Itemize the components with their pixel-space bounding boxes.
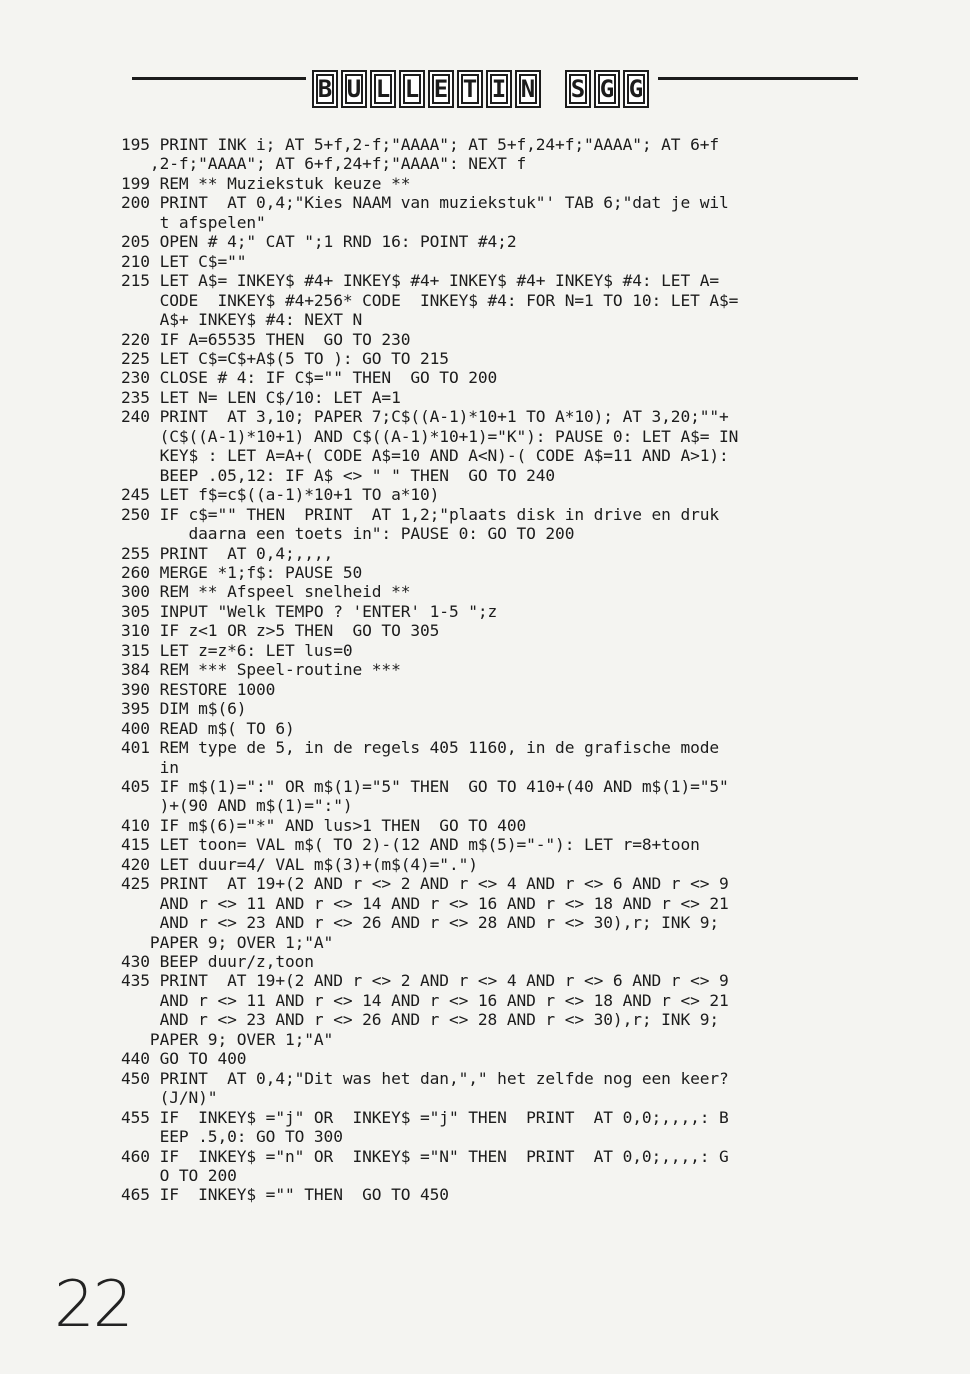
code-line: 210 LET C$="" [121,251,247,271]
code-line: 415 LET toon= VAL m$( TO 2)-(12 AND m$(5)="-"): LET r=8+toon [121,835,700,855]
code-line: 199 REM ** Muziekstuk keuze ** [121,173,411,193]
code-line: 205 OPEN # 4;" CAT ";1 RND 16: POINT #4;2 [121,232,517,252]
code-line: 405 IF m$(1)=":" OR m$(1)="5" THEN GO TO 410+(40 AND m$(1)="5" [121,776,729,796]
code-line: 235 LET N= LEN C$/10: LET A=1 [121,387,401,407]
code-line: ,2-f;"AAAA"; AT 6+f,24+f;"AAAA": NEXT f [121,154,527,174]
header-title [312,70,649,116]
code-line: CODE INKEY$ #4+256* CODE INKEY$ #4: FOR N=1 TO 10: LET A$= [121,290,739,310]
code-line: 425 PRINT AT 19+(2 AND r <> 2 AND r <> 4 AND r <> 6 AND r <> 9 [121,874,729,894]
title-letter-tile: L [399,70,425,108]
title-word-bulletin [312,70,541,108]
title-letter-tile: G [623,70,649,108]
code-line: daarna een toets in": PAUSE 0: GO TO 200 [121,524,575,544]
title-letter-tile: N [515,70,541,108]
page-number: 22 [54,1268,132,1342]
code-line: 310 IF z<1 OR z>5 THEN GO TO 305 [121,621,440,641]
code-line: 430 BEEP duur/z,toon [121,952,314,972]
title-letter-tile: U [341,70,367,108]
code-line: 401 REM type de 5, in de regels 405 1160, in de grafische mode [121,738,720,758]
code-line: 395 DIM m$(6) [121,699,247,719]
code-line: 300 REM ** Afspeel snelheid ** [121,582,411,602]
title-letter-tile: G [594,70,620,108]
code-line: PAPER 9; OVER 1;"A" [121,932,334,952]
code-line: 250 IF c$="" THEN PRINT AT 1,2;"plaats disk in drive en druk [121,504,720,524]
code-line: 225 LET C$=C$+A$(5 TO ): GO TO 215 [121,348,449,368]
code-line: 260 MERGE *1;f$: PAUSE 50 [121,562,363,582]
code-line: 315 LET z=z*6: LET lus=0 [121,640,353,660]
header-rule-left [132,77,306,80]
code-line: 305 INPUT "Welk TEMPO ? 'ENTER' 1-5 ";z [121,601,498,621]
code-line: PAPER 9; OVER 1;"A" [121,1029,334,1049]
code-line: 200 PRINT AT 0,4;"Kies NAAM van muziekstuk"' TAB 6;"dat je wil [121,193,729,213]
code-line: 400 READ m$( TO 6) [121,718,295,738]
code-line: 465 IF INKEY$ ="" THEN GO TO 450 [121,1185,449,1205]
code-line: AND r <> 11 AND r <> 14 AND r <> 16 AND r <> 18 AND r <> 21 [121,893,729,913]
title-letter-tile: I [486,70,512,108]
code-line: 440 GO TO 400 [121,1049,247,1069]
code-line: 435 PRINT AT 19+(2 AND r <> 2 AND r <> 4 AND r <> 6 AND r <> 9 [121,971,729,991]
title-letter-tile: L [370,70,396,108]
code-line: 230 CLOSE # 4: IF C$="" THEN GO TO 200 [121,368,498,388]
code-line: 455 IF INKEY$ ="j" OR INKEY$ ="j" THEN PRINT AT 0,0;,,,,: B [121,1107,729,1127]
code-line: EEP .5,0: GO TO 300 [121,1127,343,1147]
code-line: 240 PRINT AT 3,10; PAPER 7;C$((A-1)*10+1 TO A*10); AT 3,20;""+ [121,407,729,427]
title-letter-tile: T [457,70,483,108]
title-letter-tile: B [312,70,338,108]
code-line: 384 REM *** Speel-routine *** [121,660,401,680]
header-rule-right [658,77,858,80]
code-line: 450 PRINT AT 0,4;"Dit was het dan,"," het zelfde nog een keer? [121,1068,729,1088]
code-line: 195 PRINT INK i; AT 5+f,2-f;"AAAA"; AT 5+f,24+f;"AAAA"; AT 6+f [121,135,720,154]
title-letter-tile: E [428,70,454,108]
basic-program-listing [121,135,851,1205]
code-line: 215 LET A$= INKEY$ #4+ INKEY$ #4+ INKEY$ #4+ INKEY$ #4: LET A= [121,271,720,291]
code-line: KEY$ : LET A=A+( CODE A$=10 AND A<N)-( CODE A$=11 AND A>1): [121,446,729,466]
code-line: AND r <> 11 AND r <> 14 AND r <> 16 AND r <> 18 AND r <> 21 [121,990,729,1010]
bulletin-header [132,70,858,116]
code-line: 390 RESTORE 1000 [121,679,276,699]
code-line: AND r <> 23 AND r <> 26 AND r <> 28 AND r <> 30),r; INK 9; [121,913,720,933]
code-line: 245 LET f$=c$((a-1)*10+1 TO a*10) [121,485,440,505]
code-line: (J/N)" [121,1088,218,1108]
code-line: O TO 200 [121,1166,237,1186]
code-line: )+(90 AND m$(1)=":") [121,796,353,816]
title-word-sgg [565,70,649,108]
code-line: 460 IF INKEY$ ="n" OR INKEY$ ="N" THEN PRINT AT 0,0;,,,,: G [121,1146,729,1166]
code-line: A$+ INKEY$ #4: NEXT N [121,310,363,330]
code-line: 255 PRINT AT 0,4;,,,, [121,543,334,563]
code-line: AND r <> 23 AND r <> 26 AND r <> 28 AND r <> 30),r; INK 9; [121,1010,720,1030]
code-line: (C$((A-1)*10+1) AND C$((A-1)*10+1)="K"): PAUSE 0: LET A$= IN [121,426,739,446]
code-line: BEEP .05,12: IF A$ <> " " THEN GO TO 240 [121,465,556,485]
code-line: in [121,757,179,777]
code-line: t afspelen" [121,212,266,232]
title-letter-tile: S [565,70,591,108]
code-line: 420 LET duur=4/ VAL m$(3)+(m$(4)=".") [121,854,478,874]
code-line: 220 IF A=65535 THEN GO TO 230 [121,329,411,349]
code-line: 410 IF m$(6)="*" AND lus>1 THEN GO TO 400 [121,815,527,835]
